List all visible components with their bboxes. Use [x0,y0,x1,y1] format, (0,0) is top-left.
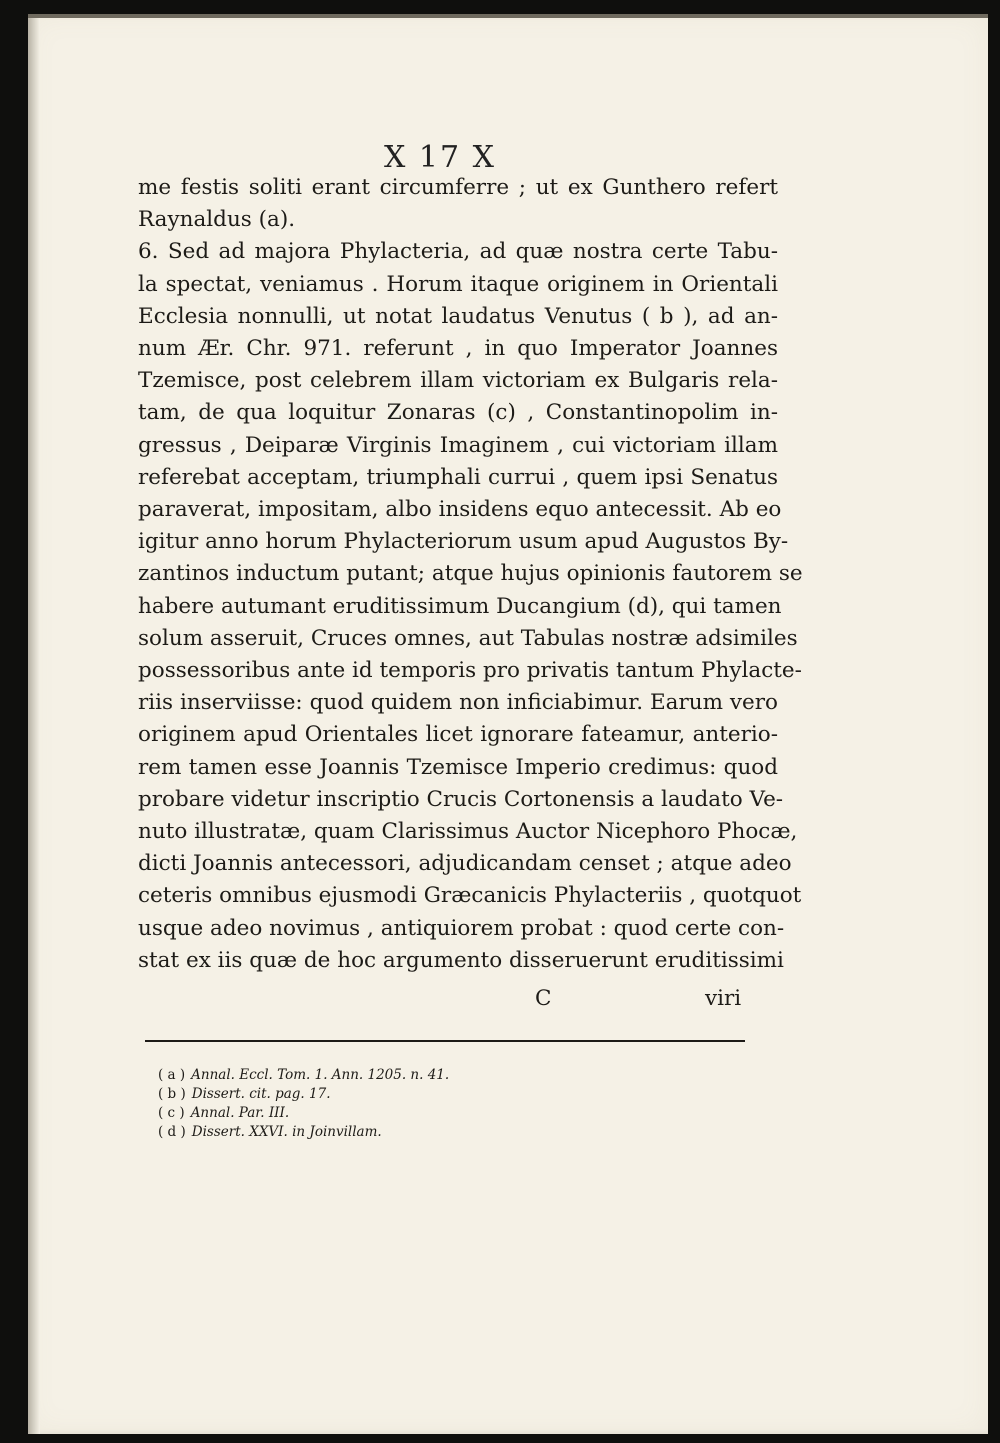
footnote-text: Annal. Par. III. [190,1105,290,1121]
text-line: originem apud Orientales licet ignorare fateamur, anterio- [138,722,778,748]
text-line: tam, de qua loquitur Zonaras (c) , Constantinopolim in- [138,400,778,426]
text-line: Ecclesia nonnulli, ut notat laudatus Venutus ( b ), ad an- [138,303,778,329]
body-text [138,172,803,977]
page-header: X 17 X [384,140,496,175]
text-line: usque adeo novimus , antiquiorem probat : quod certe con- [138,915,785,941]
footnote-text: Annal. Eccl. Tom. 1. Ann. 1205. n. 41. [191,1067,450,1083]
footnote-mark: ( b ) [158,1086,186,1102]
footnote-rule [145,1040,745,1042]
text-line: ceteris omnibus ejusmodi Græcanicis Phylacteriis , quotquot [138,883,802,909]
catchword: viri [705,986,742,1011]
text-line: riis inserviisse: quod quidem non inficiabimur. Earum vero [138,690,778,716]
page-top-edge [28,14,988,18]
footnote-mark: ( a ) [158,1067,186,1083]
text-line: habere autumant eruditissimum Ducangium (d), qui tamen [138,593,782,619]
footnote-text: Dissert. cit. pag. 17. [191,1086,331,1102]
text-line: num Ær. Chr. 971. referunt , in quo Imperator Joannes [138,336,778,362]
footnote [158,1066,658,1085]
text-line: probare videtur inscriptio Crucis Cortonensis a laudato Ve- [138,786,784,812]
text-line: referebat acceptam, triumphali currui , quem ipsi Senatus [138,464,778,490]
footnote [158,1123,658,1142]
footnote-mark: ( d ) [158,1124,186,1140]
text-line: dicti Joannis antecessori, adjudicandam censet ; atque adeo [138,851,792,877]
text-line: nuto illustratæ, quam Clarissimus Auctor Nicephoro Phocæ, [138,819,798,845]
text-line: 6. Sed ad majora Phylacteria, ad quæ nostra certe Tabu- [138,239,778,265]
footnote-text: Dissert. XXVI. in Joinvillam. [191,1124,382,1140]
footnote-mark: ( c ) [158,1105,185,1121]
text-line: stat ex iis quæ de hoc argumento disseruerunt eruditissimi [138,947,784,973]
footnote [158,1104,658,1123]
text-line: zantinos inductum putant; atque hujus opinionis fautorem se [138,561,803,587]
text-line: Raynaldus (a). [138,207,296,233]
text-line: rem tamen esse Joannis Tzemisce Imperio credimus: quod [138,754,778,780]
footnotes [158,1066,658,1142]
footnote [158,1085,658,1104]
text-line: possessoribus ante id temporis pro privatis tantum Phylacte- [138,658,802,684]
text-line: igitur anno horum Phylacteriorum usum apud Augustos By- [138,529,789,555]
text-line: paraverat, impositam, albo insidens equo antecessit. Ab eo [138,497,782,523]
text-line: la spectat, veniamus . Horum itaque originem in Orientali [138,271,778,297]
page-spine-shadow [28,14,40,1434]
text-line: gressus , Deiparæ Virginis Imaginem , cui victoriam illam [138,432,778,458]
text-line: solum asseruit, Cruces omnes, aut Tabulas nostræ adsimiles [138,625,798,651]
signature-mark: C [535,986,552,1011]
text-line: Tzemisce, post celebrem illam victoriam ex Bulgaris rela- [138,368,778,394]
text-line: me festis soliti erant circumferre ; ut ex Gunthero refert [138,175,778,200]
